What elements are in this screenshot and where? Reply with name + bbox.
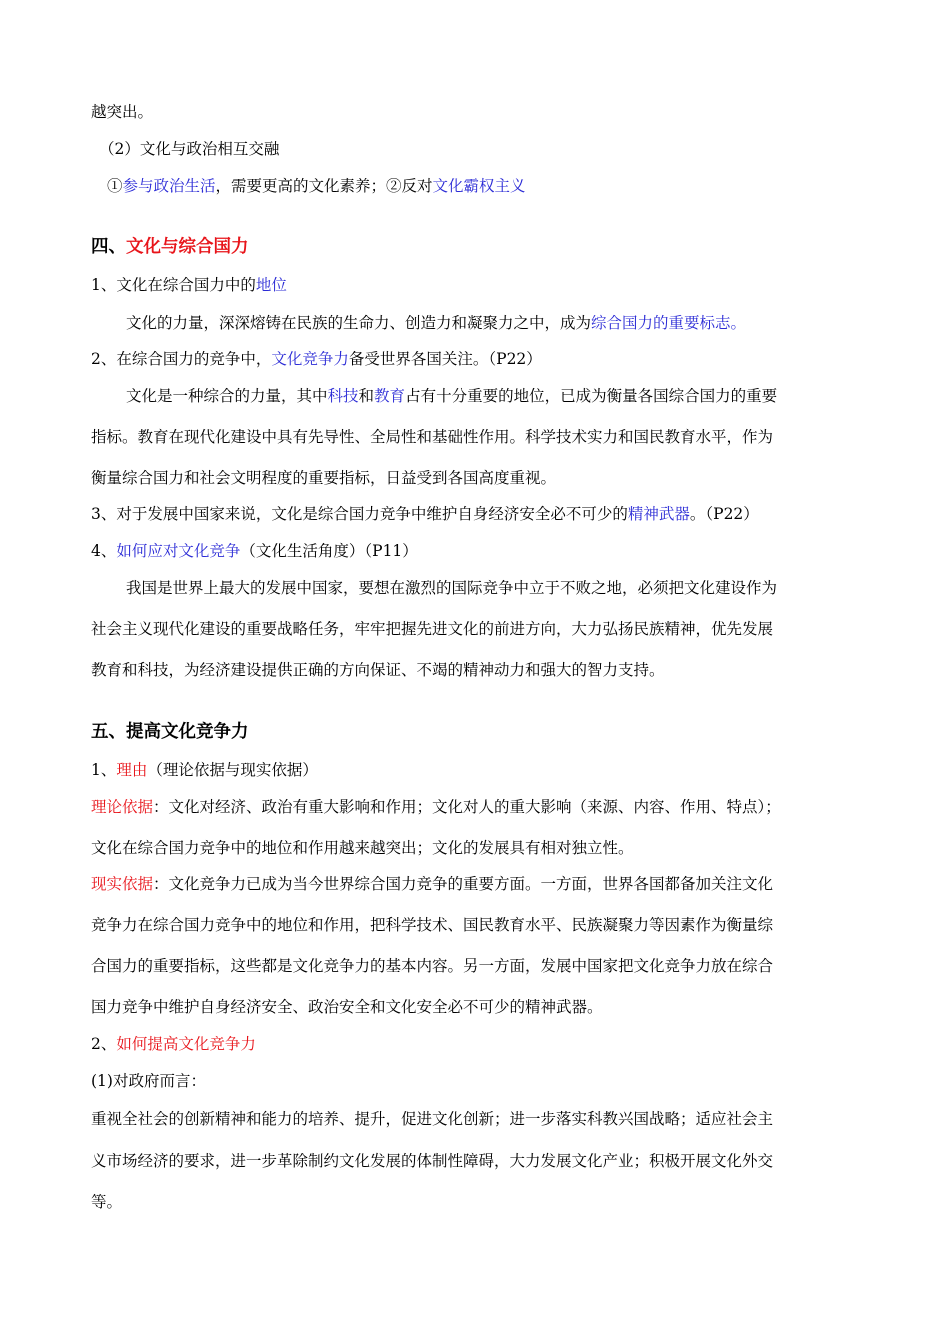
text-run: （理论依据与现实依据） [147, 761, 318, 779]
reality-basis-line2: 竞争力在综合国力竞争中的地位和作用，把科学技术、国民教育水平、民族凝聚力等因素作为衡量综 [91, 916, 774, 934]
keyword-political-life: 参与政治生活 [122, 177, 216, 195]
item-4-1-text [126, 312, 906, 334]
government-subheading: (1)对政府而言： [91, 1072, 206, 1090]
text-run: ：文化竞争力已成为当今世界综合国力竞争的重要方面。一方面，世界各国都备加关注文化 [153, 875, 774, 893]
item-4-1 [91, 274, 871, 296]
item-4-4-text-line3: 教育和科技，为经济建设提供正确的方向保证、不竭的精神动力和强大的智力支持。 [91, 661, 665, 679]
government-text-line3: 等。 [91, 1193, 123, 1211]
item-5-2 [91, 1033, 871, 1055]
text-run: ，需要更高的文化素养；②反对 [215, 177, 433, 195]
keyword-spiritual-weapon: 精神武器 [627, 505, 690, 523]
text-run: ：文化对经济、政治有重大影响和作用；文化对人的重大影响（来源、内容、作用、特点）； [153, 798, 781, 816]
keyword-education: 教育 [374, 387, 406, 405]
section-number: 四、 [91, 237, 126, 257]
item-4-4-text-line1: 我国是世界上最大的发展中国家，要想在激烈的国际竞争中立于不败之地，必须把文化建设作为 [126, 579, 778, 597]
section-heading-5: 五、提高文化竞争力 [91, 722, 249, 742]
text-run: 和 [358, 387, 375, 405]
text-run: 2、 [91, 1035, 117, 1053]
section-title: 文化与综合国力 [126, 237, 249, 257]
keyword-cultural-hegemony: 文化霸权主义 [432, 177, 526, 195]
keyword-deal-with-competition: 如何应对文化竞争 [116, 542, 241, 560]
text-run: 备受世界各国关注。（P22） [348, 350, 542, 368]
text-run: 文化的力量，深深熔铸在民族的生命力、创造力和凝聚力之中，成为 [126, 314, 592, 332]
keyword-status: 地位 [255, 276, 287, 294]
keyword-important-sign: 综合国力的重要标志 [591, 314, 731, 332]
item-4-2 [91, 348, 871, 370]
circled-number: ① [107, 177, 123, 195]
label-theory-basis: 理论依据 [91, 798, 154, 816]
item-5-1 [91, 759, 871, 781]
item-4-4 [91, 540, 871, 562]
keyword-cultural-competitiveness: 文化竞争力 [271, 350, 349, 368]
reality-basis-line3: 合国力的重要指标，这些都是文化竞争力的基本内容。另一方面，发展中国家把文化竞争力放在综合 [91, 957, 774, 975]
theory-basis-line2: 文化在综合国力竞争中的地位和作用越来越突出；文化的发展具有相对独立性。 [91, 839, 634, 857]
culture-politics-points [107, 175, 887, 197]
government-text-line1: 重视全社会的创新精神和能力的培养、提升，促进文化创新；进一步落实科教兴国战略；适应社会主 [91, 1110, 774, 1128]
text-run: 3、对于发展中国家来说，文化是综合国力竞争中维护自身经济安全必不可少的 [91, 505, 628, 523]
keyword-reason: 理由 [116, 761, 148, 779]
government-text-line2: 义市场经济的要求，进一步革除制约文化发展的体制性障碍，大力发展文化产业；积极开展文化外交 [91, 1152, 774, 1170]
text-run: 1、 [91, 761, 117, 779]
keyword-technology: 科技 [327, 387, 359, 405]
item-4-2-text-line1 [126, 385, 906, 407]
item-4-3 [91, 503, 871, 525]
reality-basis-line1 [91, 873, 871, 895]
theory-basis-line1 [91, 796, 871, 818]
reality-basis-line4: 国力竞争中维护自身经济安全、政治安全和文化安全必不可少的精神武器。 [91, 998, 603, 1016]
text-run: 4、 [91, 542, 117, 560]
item-4-4-text-line2: 社会主义现代化建设的重要战略任务，牢牢把握先进文化的前进方向，大力弘扬民族精神，优先发展 [91, 620, 774, 638]
text-run: 2、在综合国力的竞争中， [91, 350, 272, 368]
keyword-how-improve: 如何提高文化竞争力 [116, 1035, 256, 1053]
label-reality-basis: 现实依据 [91, 875, 154, 893]
item-4-2-text-line3: 衡量综合国力和社会文明程度的重要指标，日益受到各国高度重视。 [91, 469, 557, 487]
text-run: （文化生活角度）（P11） [240, 542, 418, 560]
item-4-2-text-line2: 指标。教育在现代化建设中具有先导性、全局性和基础性作用。科学技术实力和国民教育水平，作为 [91, 428, 774, 446]
text-run: 文化是一种综合的力量，其中 [126, 387, 328, 405]
text-run: 1、文化在综合国力中的 [91, 276, 256, 294]
section-heading-4 [91, 236, 871, 258]
paragraph-continuation: 越突出。 [91, 103, 154, 121]
text-run: 。（P22） [689, 505, 759, 523]
text-run: 。 [730, 314, 747, 332]
text-run: 占有十分重要的地位，已成为衡量各国综合国力的重要 [405, 387, 778, 405]
subheading-culture-politics: （2）文化与政治相互交融 [99, 140, 280, 158]
